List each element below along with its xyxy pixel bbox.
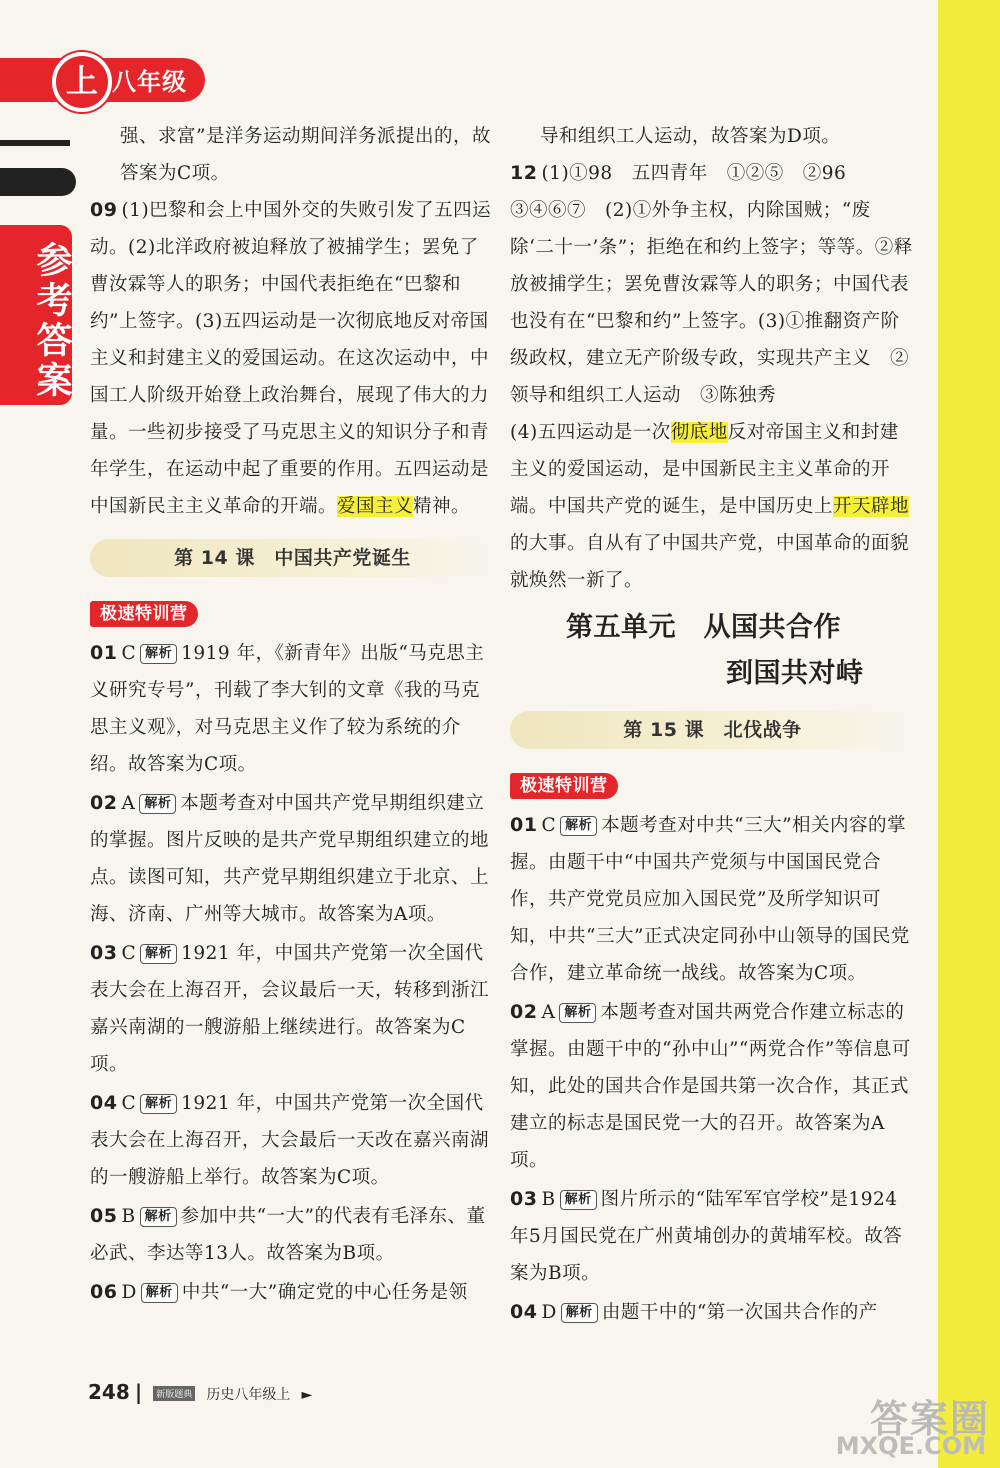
answer-choice: C: [121, 943, 137, 964]
watermark-logo: 答案圈: [869, 1397, 990, 1441]
answer-item: [90, 1274, 495, 1311]
analysis-text: 本题考查对中共“三大”相关内容的掌握。由题干中“中国共产党须与中国国民党合作，共产党党员应加入国民党”及所学知识可知，中共“三大”正式决定同孙中山领导的国民党合作，建立革命统一战线。故答案为C项。: [510, 815, 910, 984]
question-number: 09: [90, 199, 118, 221]
answer-item: [90, 935, 495, 1083]
analysis-text: 1919 年，《新青年》出版“马克思主义研究专号”，刊载了李大钊的文章《我的马克思主义观》，对马克思主义作了较为系统的介绍。故答案为C项。: [90, 643, 485, 775]
question-09: [90, 192, 495, 525]
left-column: [90, 118, 495, 1313]
question-number: 06: [90, 1281, 118, 1303]
page-footer: [88, 1380, 312, 1404]
analysis-text: 1921 年，中国共产党第一次全国代表大会在上海召开，大会最后一天改在嘉兴南湖的一艘游船上举行。故答案为C项。: [90, 1093, 490, 1188]
answer-text: (1)①98 五四青年 ①②⑤ ②96 ③④⑥⑦ (2)①外争主权，内除国贼；“废除‘二十一’条”；拒绝在和约上签字；等等。②释放被捕学生；罢免曹汝霖等人的职务；中国代表也没有在“巴黎和约”上签字。(3)①推翻资产阶级政权，建立无产阶级专政，实现共产主义 ②领导和组织工人运动 ③陈独秀: [510, 163, 913, 406]
page-number: 248: [88, 1380, 130, 1404]
arrow-icon: ►: [301, 1387, 313, 1403]
highlighted-text: 开天辟地: [833, 496, 910, 517]
footer-divider: |: [134, 1380, 143, 1404]
question-number: 02: [510, 1001, 538, 1023]
answer-text: 反对帝国主义和封建主义的爱国运动，是中国新民主主义革命的开端。中国共产党的诞生，是中国历史上: [510, 422, 899, 517]
lesson-15-title: 第 15 课 北伐战争: [510, 711, 915, 749]
highlighted-text: 彻底地: [670, 422, 728, 443]
side-decoration: [0, 130, 80, 210]
analysis-text: 由题干中的“第一次国共合作的产: [601, 1302, 878, 1323]
unit-title: [510, 605, 915, 697]
question-12: [510, 155, 915, 414]
analysis-badge: 解析: [139, 794, 176, 814]
question-number: 02: [90, 792, 118, 814]
lesson-14-title: 第 14 课 中国共产党诞生: [90, 539, 495, 577]
analysis-badge: 解析: [140, 1094, 177, 1114]
highlighted-text: 爱国主义: [337, 496, 414, 517]
answer-choice: B: [541, 1189, 556, 1210]
question-number: 01: [90, 642, 118, 664]
answer-choice: C: [541, 815, 557, 836]
answer-text: (1)巴黎和会上中国外交的失败引发了五四运动。(2)北洋政府被迫释放了被捕学生；罢免了曹汝霖等人的职务；中国代表拒绝在“巴黎和约”上签字。(3)五四运动是一次彻底地反对帝国主义和封建主义的爱国运动。在这次运动中，中国工人阶级开始登上政治舞台，展现了伟大的力量。一些初步接受了马克思主义的知识分子和青年学生，在运动中起了重要的作用。五四运动是中国新民主主义革命的开端。: [90, 200, 492, 517]
question-number: 03: [90, 942, 118, 964]
watermark-url: MXQE.COM: [835, 1432, 986, 1460]
answer-choice: A: [121, 793, 136, 814]
answer-item: [510, 1294, 915, 1331]
analysis-badge: 解析: [561, 1303, 598, 1323]
answer-item: [510, 994, 915, 1179]
training-camp-label: 极速特训营: [90, 601, 198, 627]
analysis-badge: 解析: [140, 1207, 177, 1227]
answer-choice: A: [541, 1002, 556, 1023]
analysis-text: 本题考查对中国共产党早期组织建立的掌握。图片反映的是共产党早期组织建立的地点。读图可知，共产党早期组织建立于北京、上海、济南、广州等大城市。故答案为A项。: [90, 793, 490, 925]
answer-text: 的大事。自从有了中国共产党，中国革命的面貌就焕然一新了。: [510, 533, 910, 591]
answer-text: (4)五四运动是一次: [510, 422, 671, 443]
grade-label: 八年级: [112, 68, 187, 96]
analysis-badge: 解析: [560, 816, 597, 836]
analysis-badge: 解析: [560, 1190, 597, 1210]
answer-choice: C: [121, 643, 137, 664]
brand-logo: 新版题典: [153, 1386, 195, 1401]
answer-choice: D: [121, 1282, 137, 1303]
answer-choice: D: [541, 1302, 557, 1323]
volume-badge: 上: [52, 52, 112, 112]
right-answer-list: [510, 807, 915, 1331]
analysis-text: 1921 年，中国共产党第一次全国代表大会在上海召开，会议最后一天，转移到浙江嘉兴南湖的一艘游船上继续进行。故答案为C项。: [90, 943, 490, 1075]
training-camp-label: 极速特训营: [510, 773, 618, 799]
answer-choice: B: [121, 1206, 136, 1227]
left-answer-list: [90, 635, 495, 1311]
analysis-text: 图片所示的“陆军军官学校”是1924年5月国民党在广州黄埔创办的黄埔军校。故答案为B项。: [510, 1189, 903, 1284]
question-12-part4: [510, 414, 915, 599]
question-number: 01: [510, 814, 538, 836]
book-subject: 历史八年级: [206, 1387, 277, 1403]
yellow-margin-strip: [938, 0, 1000, 1468]
answer-item: [510, 807, 915, 992]
question-number: 12: [510, 162, 538, 184]
unit-title-line2: 到国共对峙: [726, 658, 864, 689]
answer-item: [90, 1198, 495, 1272]
side-pill-mark: [0, 168, 76, 196]
analysis-badge: 解析: [140, 944, 177, 964]
answer-choice: C: [121, 1093, 137, 1114]
question-number: 05: [90, 1205, 118, 1227]
question-number: 04: [90, 1092, 118, 1114]
analysis-badge: 解析: [141, 1283, 178, 1303]
analysis-badge: 解析: [559, 1003, 596, 1023]
analysis-badge: 解析: [140, 644, 177, 664]
continued-answer: 强、求富”是洋务运动期间洋务派提出的，故答案为C项。: [120, 126, 491, 184]
question-number: 04: [510, 1301, 538, 1323]
book-volume: 上: [276, 1387, 291, 1403]
analysis-text: 中共“一大”确定党的中心任务是领: [181, 1282, 468, 1303]
answer-item: [90, 785, 495, 933]
analysis-text: 参加中共“一大”的代表有毛泽东、董必武、李达等13人。故答案为B项。: [90, 1206, 486, 1264]
answer-item: [90, 635, 495, 783]
side-bar-mark: [0, 140, 70, 146]
answer-item: [510, 1181, 915, 1292]
question-number: 03: [510, 1188, 538, 1210]
unit-title-line1: 第五单元 从国共合作: [566, 612, 841, 643]
answer-text-tail: 精神。: [413, 496, 471, 517]
reference-answer-tab: 参考答案: [0, 225, 72, 405]
analysis-text: 本题考查对国共两党合作建立标志的掌握。由题干中的“孙中山”“两党合作”等信息可知，此处的国共合作是国共第一次合作，其正式建立的标志是国民党一大的召开。故答案为A项。: [510, 1002, 911, 1171]
right-column: [510, 118, 915, 1333]
answer-item: [90, 1085, 495, 1196]
continued-answer: 导和组织工人运动，故答案为D项。: [540, 126, 841, 147]
